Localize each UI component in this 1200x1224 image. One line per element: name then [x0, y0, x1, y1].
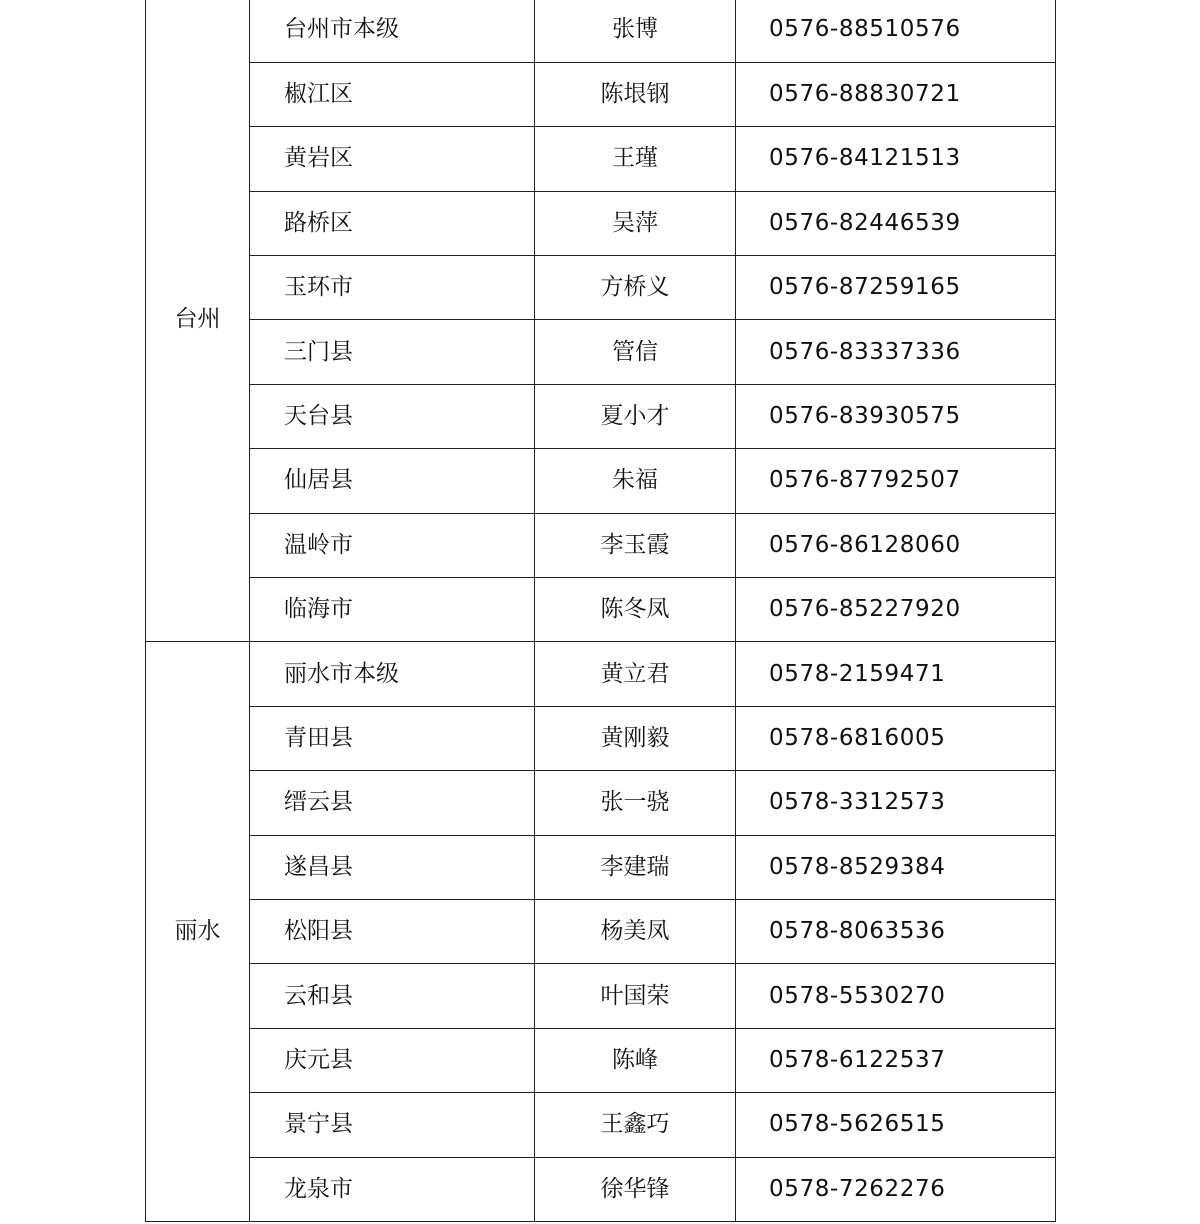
table-row — [146, 964, 1056, 1028]
table-row — [146, 899, 1056, 963]
phone-cell: 0578-6816005 — [736, 706, 1056, 770]
district-cell: 缙云县 — [250, 771, 535, 835]
table-row — [146, 1157, 1056, 1221]
contact-name-cell: 叶国荣 — [535, 964, 736, 1028]
district-cell: 遂昌县 — [250, 835, 535, 899]
district-cell: 龙泉市 — [250, 1157, 535, 1221]
table-row — [146, 578, 1056, 642]
contact-name-cell: 徐华锋 — [535, 1157, 736, 1221]
table-row — [146, 449, 1056, 513]
contact-name-cell: 李玉霞 — [535, 513, 736, 577]
contact-name-cell: 张博 — [535, 0, 736, 62]
table-row — [146, 642, 1056, 706]
contact-name-cell: 陈峰 — [535, 1028, 736, 1092]
district-cell: 松阳县 — [250, 899, 535, 963]
phone-cell: 0576-85227920 — [736, 578, 1056, 642]
phone-cell: 0578-8529384 — [736, 835, 1056, 899]
table-row — [146, 62, 1056, 126]
district-cell: 景宁县 — [250, 1093, 535, 1157]
district-cell: 庆元县 — [250, 1028, 535, 1092]
phone-cell: 0578-6122537 — [736, 1028, 1056, 1092]
phone-cell: 0578-5626515 — [736, 1093, 1056, 1157]
contact-name-cell: 吴萍 — [535, 191, 736, 255]
district-cell: 台州市本级 — [250, 0, 535, 62]
contact-name-cell: 黄立君 — [535, 642, 736, 706]
table-row — [146, 191, 1056, 255]
district-cell: 三门县 — [250, 320, 535, 384]
table-row — [146, 706, 1056, 770]
table-row — [146, 1028, 1056, 1092]
district-cell: 临海市 — [250, 578, 535, 642]
contact-name-cell: 杨美凤 — [535, 899, 736, 963]
table-row — [146, 0, 1056, 62]
table-row — [146, 256, 1056, 320]
phone-cell: 0576-82446539 — [736, 191, 1056, 255]
phone-cell: 0578-5530270 — [736, 964, 1056, 1028]
district-cell: 青田县 — [250, 706, 535, 770]
phone-cell: 0576-83337336 — [736, 320, 1056, 384]
table-row — [146, 771, 1056, 835]
contact-name-cell: 陈垠钢 — [535, 62, 736, 126]
city-cell: 丽水 — [146, 642, 250, 1222]
table-row — [146, 320, 1056, 384]
table-row — [146, 513, 1056, 577]
phone-cell: 0578-2159471 — [736, 642, 1056, 706]
contact-name-cell: 陈冬凤 — [535, 578, 736, 642]
district-cell: 温岭市 — [250, 513, 535, 577]
phone-cell: 0576-83930575 — [736, 384, 1056, 448]
contact-name-cell: 张一骁 — [535, 771, 736, 835]
contact-name-cell: 朱福 — [535, 449, 736, 513]
district-cell: 黄岩区 — [250, 127, 535, 191]
contact-name-cell: 王瑾 — [535, 127, 736, 191]
phone-cell: 0578-7262276 — [736, 1157, 1056, 1221]
district-cell: 椒江区 — [250, 62, 535, 126]
district-cell: 丽水市本级 — [250, 642, 535, 706]
phone-cell: 0576-88830721 — [736, 62, 1056, 126]
phone-cell: 0576-87792507 — [736, 449, 1056, 513]
district-cell: 玉环市 — [250, 256, 535, 320]
city-cell: 台州 — [146, 0, 250, 642]
phone-cell: 0578-8063536 — [736, 899, 1056, 963]
district-cell: 天台县 — [250, 384, 535, 448]
contact-name-cell: 夏小才 — [535, 384, 736, 448]
contact-name-cell: 黄刚毅 — [535, 706, 736, 770]
district-cell: 路桥区 — [250, 191, 535, 255]
phone-cell: 0578-3312573 — [736, 771, 1056, 835]
district-cell: 云和县 — [250, 964, 535, 1028]
contact-name-cell: 管信 — [535, 320, 736, 384]
contact-name-cell: 方桥义 — [535, 256, 736, 320]
phone-cell: 0576-84121513 — [736, 127, 1056, 191]
contact-table — [145, 0, 1056, 1222]
table-row — [146, 127, 1056, 191]
table-row — [146, 384, 1056, 448]
phone-cell: 0576-87259165 — [736, 256, 1056, 320]
contact-name-cell: 王鑫巧 — [535, 1093, 736, 1157]
contact-name-cell: 李建瑞 — [535, 835, 736, 899]
table-row — [146, 835, 1056, 899]
district-cell: 仙居县 — [250, 449, 535, 513]
table-row — [146, 1093, 1056, 1157]
phone-cell: 0576-86128060 — [736, 513, 1056, 577]
phone-cell: 0576-88510576 — [736, 0, 1056, 62]
